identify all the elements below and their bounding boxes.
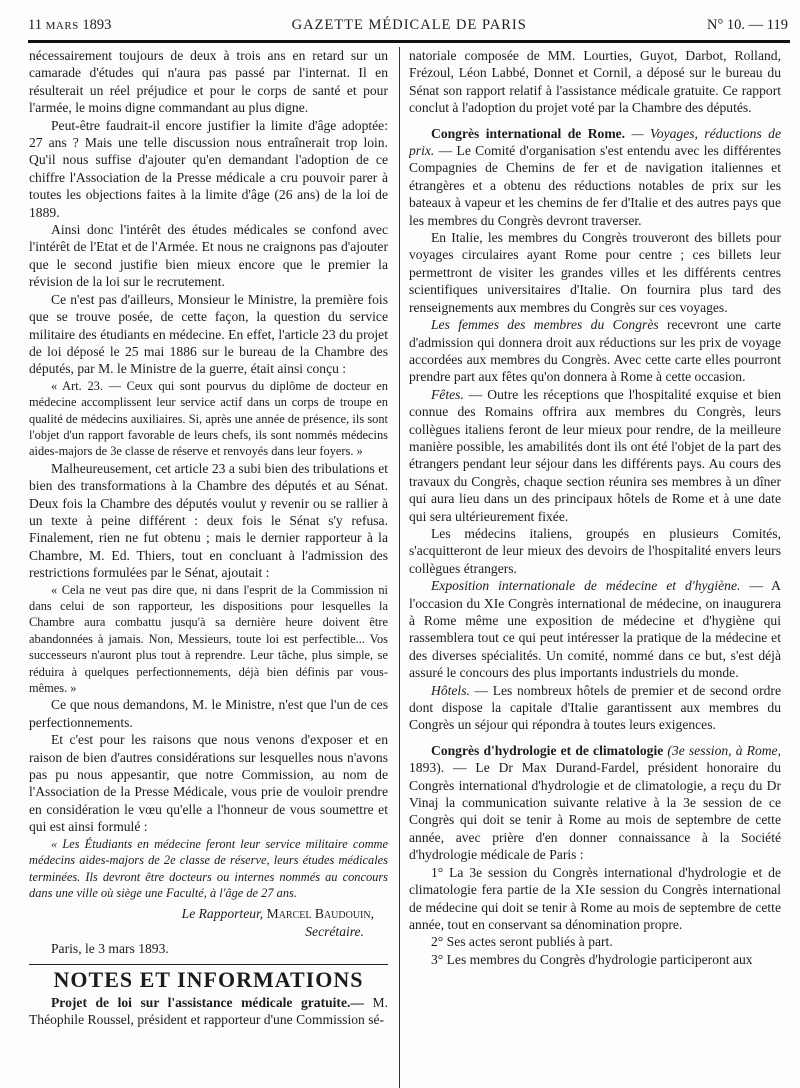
quote-thiers: « Cela ne veut pas dire que, ni dans l'esprit de la Commission ni dans celui de son rapporteur, les dispositions pour lesquelles la Chambre aura combattu jusqu'à sa dernière heure doivent être abandonnées à jamais. Non, Messieurs, toute loi est perfectible... Vos successeurs n'auront plus tout à reprendre. Leur tâche, plus simple, se réduira à quelques perfectionnements, déjà bien définis par vous-mêmes. »	[29, 582, 388, 696]
paragraph: Malheureusement, cet article 23 a subi bien des tribulations et bien des transformations à la Chambre des députés et au Sénat. Deux fois la Chambre des députés voulut y revenir ou se rallier à un texte à peine différent : deux fois le Sénat s'y refusa. Finalement, rien ne fut obtenu ; mais le dernier rapporteur à la Chambre, M. Ed. Thiers, tout en concluant à l'admission des restrictions formulées par le Sénat, ajoutait :	[29, 460, 388, 581]
signature-role: Le Rapporteur,	[181, 906, 264, 922]
paragraph-femmes	[409, 316, 781, 386]
heading-projet-de-loi: Projet de loi sur l'assistance médicale gratuite.—	[51, 994, 364, 1010]
quote-voeu: « Les Étudiants en médecine feront leur service militaire comme médecins aides-majors de 2e classe de réserve, leurs études médicales terminées. Ils devront être docteurs ou internes nommés au concours dans une ville où siège une Faculté, à l'âge de 27 ans.	[29, 836, 388, 900]
list-item: 1° La 3e session du Congrès international d'hydrologie et de climatologie fera partie de la XIe session du Congrès international de médecine qui doit se tenir à Rome au mois de septembre de cette année, tout en conservant sa dénomination propre.	[409, 864, 781, 932]
signature-secretaire: Secrétaire.	[305, 923, 364, 939]
subheading-femmes: Les femmes des membres du Congrès	[431, 317, 659, 333]
place-date: Paris, le 3 mars 1893.	[51, 941, 169, 957]
subheading-session: (3e session, à Rome,	[663, 742, 781, 758]
text-exposition: — A l'occasion du XIe Congrès international de médecine, on inaugurera à Rome même une exposition de médecine et d'hygiène qui rassemblera tout ce qui peut intéresser la pratique de la médecine et des diverses spécialités. Un comité, nommé dans ce but, s'est déjà assuré le concours des plus importants industriels du monde.	[409, 578, 781, 681]
header-rule	[28, 40, 790, 43]
list-item: 3° Les membres du Congrès d'hydrologie participeront aux	[431, 951, 753, 967]
text-fetes: — Outre les réceptions que l'hospitalité exquise et bien connue des Romains offrira aux membres du Congrès, leurs collègues italiens feront de leur mieux pour rendre, de la meilleure manière possible, les amabilités dont ils ont été l'objet de la part des étrangers pendant leur séjour dans les différents pays. Au cours des travaux du Congrès, chaque section réunira ses membres à un dîner qui aura lieu dans un des principaux hôtels de Rome et à une date qui sera ultérieurement fixée.	[409, 386, 781, 524]
quote-article-23: « Art. 23. — Ceux qui sont pourvus du diplôme de docteur en médecine accomplissent leur service actif dans un corps de troupe en qualité de médecins auxiliaires. Si, après une année de présence, ils sont l'objet d'un rapport favorable de leurs chefs, ils sont nommés médecins aides-majors de 3e classe de réserve et renvoyés dans leur foyers. »	[29, 378, 388, 459]
paragraph-projet-de-loi	[29, 994, 388, 1029]
heading-hydrologie: Congrès d'hydrologie et de climatologie	[431, 742, 664, 758]
paragraph: nécessairement toujours de deux à trois ans en retard sur un camarade d'études qui n'aura pas passé par l'internat. Il en résulterait un réel préjudice et pour le corps de santé et pour l'armée, le moins digne commandant au plus digne.	[29, 48, 388, 116]
text-femmes: recevront une carte d'admission qui donnera droit aux réductions sur les prix de voyage accordées aux membres du Congrès. Avec cette carte elles pourront prendre part aux fêtes qu'on donnera à Rome à cette occasion.	[409, 317, 781, 385]
left-column	[29, 47, 388, 1088]
column-divider	[399, 47, 400, 1088]
paragraph: natoriale composée de MM. Lourties, Guyot, Darbot, Rolland, Frézoul, Léon Labbé, Donnet et Cornil, a déposé sur le bureau du Sénat son rapport relatif à l'assistance médicale gratuite. Ce rapport conclut à l'adoption du projet voté par la Chambre des députés.	[409, 48, 781, 116]
text-hydrologie: 1893). — Le Dr Max Durand-Fardel, président honoraire du Congrès international d'hydrologie et de climatologie, a reçu du Dr Vinaj la communication suivante relative à la 3e session de ce Congrès qui doit se tenir à Rome au mois de septembre de cette année, avec prière d'en donner connaissance à la Société d'hydrologie médicale de Paris :	[409, 760, 781, 863]
paragraph-fetes	[409, 386, 781, 525]
subheading-hotels: Hôtels.	[431, 682, 470, 698]
text-projet-de-loi: M. Théophile Roussel, président et rapporteur d'une Commission sé-	[29, 994, 388, 1028]
page-header	[28, 14, 788, 36]
header-date	[28, 17, 111, 34]
paragraph-exposition	[409, 577, 781, 681]
signature-name: Marcel Baudouin,	[266, 906, 374, 922]
paragraph: Et c'est pour les raisons que nous venons d'exposer et en raison de bien d'autres considérations sur lesquelles nous n'avons pas pu nous appesantir, que notre Commission, au nom de l'Association de la Presse Médicale, vous prie de vouloir prendre en considération le vœu qu'elle a l'honneur de vous soumettre et qui est ainsi formulé :	[29, 732, 388, 835]
journal-title: GAZETTE MÉDICALE DE PARIS	[291, 16, 527, 33]
text-hotels: — Les nombreux hôtels de premier et de second ordre dont dispose la capitale d'Italie garantissent aux membres du Congrès un séjour qui répondra à toutes leurs exigences.	[409, 682, 781, 733]
header-date-year: 1893	[82, 16, 112, 33]
paragraph-hydrologie	[409, 742, 781, 864]
issue-number: N° 10. — 119	[707, 16, 788, 33]
text-congres-rome: — Le Comité d'organisation s'est entendu avec les différentes Compagnies de Chemins de fer et de navigation italiennes et étrangères et a obtenu des réductions notables de prix sur les bateaux à vapeur et les chemins de fer d'Italie et des autres pays que les membres du Congrès devront traverser.	[409, 143, 781, 228]
paragraph-congres-rome	[409, 125, 781, 229]
heading-congres-rome: Congrès international de Rome.	[431, 125, 626, 141]
paragraph: Ainsi donc l'intérêt des études médicales se confond avec l'intérêt de l'Etat et de l'Armée. Et nous ne craignons pas d'ajouter que le second justifie bien mieux encore que le premier la révision de la loi sur le recrutement.	[29, 222, 388, 290]
header-date-month: MARS	[45, 19, 79, 32]
subheading-exposition: Exposition internationale de médecine et d'hygiène.	[431, 578, 741, 594]
subheading-fetes: Fêtes.	[431, 386, 464, 402]
paragraph-hotels	[409, 682, 781, 734]
paragraph: Peut-être faudrait-il encore justifier la limite d'âge adoptée: 27 ans ? Mais une telle discussion nous entraînerait trop loin. Qu'il nous suffise d'ajouter qu'en demandant l'adoption de ce chiffre l'Association de la Presse médicale a cru pouvoir parer à toutes les objections faites à la limite d'âge (26 ans) de la loi de 1889.	[29, 117, 388, 220]
list-item: 2° Ses actes seront publiés à part.	[431, 934, 613, 950]
paragraph: Ce que nous demandons, M. le Ministre, n'est que l'un de ces perfectionnements.	[29, 697, 388, 730]
paragraph: Ce n'est pas d'ailleurs, Monsieur le Ministre, la première fois que se trouve posée, de cette façon, la question du service militaire des étudiants en médecine. En effet, l'article 23 du projet de loi déposé le 25 mai 1886 sur le bureau de la Chambre des députés, par M. le Ministre de la guerre, était ainsi conçu :	[29, 291, 388, 377]
paragraph: Les médecins italiens, groupés en plusieurs Comités, s'acquitteront de leur mieux des devoirs de l'hospitalité envers leurs collègues étrangers.	[409, 525, 781, 576]
header-date-day: 11	[28, 16, 42, 33]
subheading-voyages: — Voyages, réductions de prix.	[409, 125, 781, 159]
section-title: NOTES ET INFORMATIONS	[53, 966, 364, 992]
signature-rapporteur	[29, 905, 388, 922]
right-column	[409, 47, 781, 1088]
section-rule	[29, 964, 388, 965]
paragraph: En Italie, les membres du Congrès trouveront des billets pour voyages circulaires ayant Rome pour centre ; ces billets leur permettront de visiter les grandes villes et les différents centres scientifiques universitaires d'Italie. On fournira plus tard des renseignements aux membres du Congrès sur ces voyages.	[409, 230, 781, 315]
